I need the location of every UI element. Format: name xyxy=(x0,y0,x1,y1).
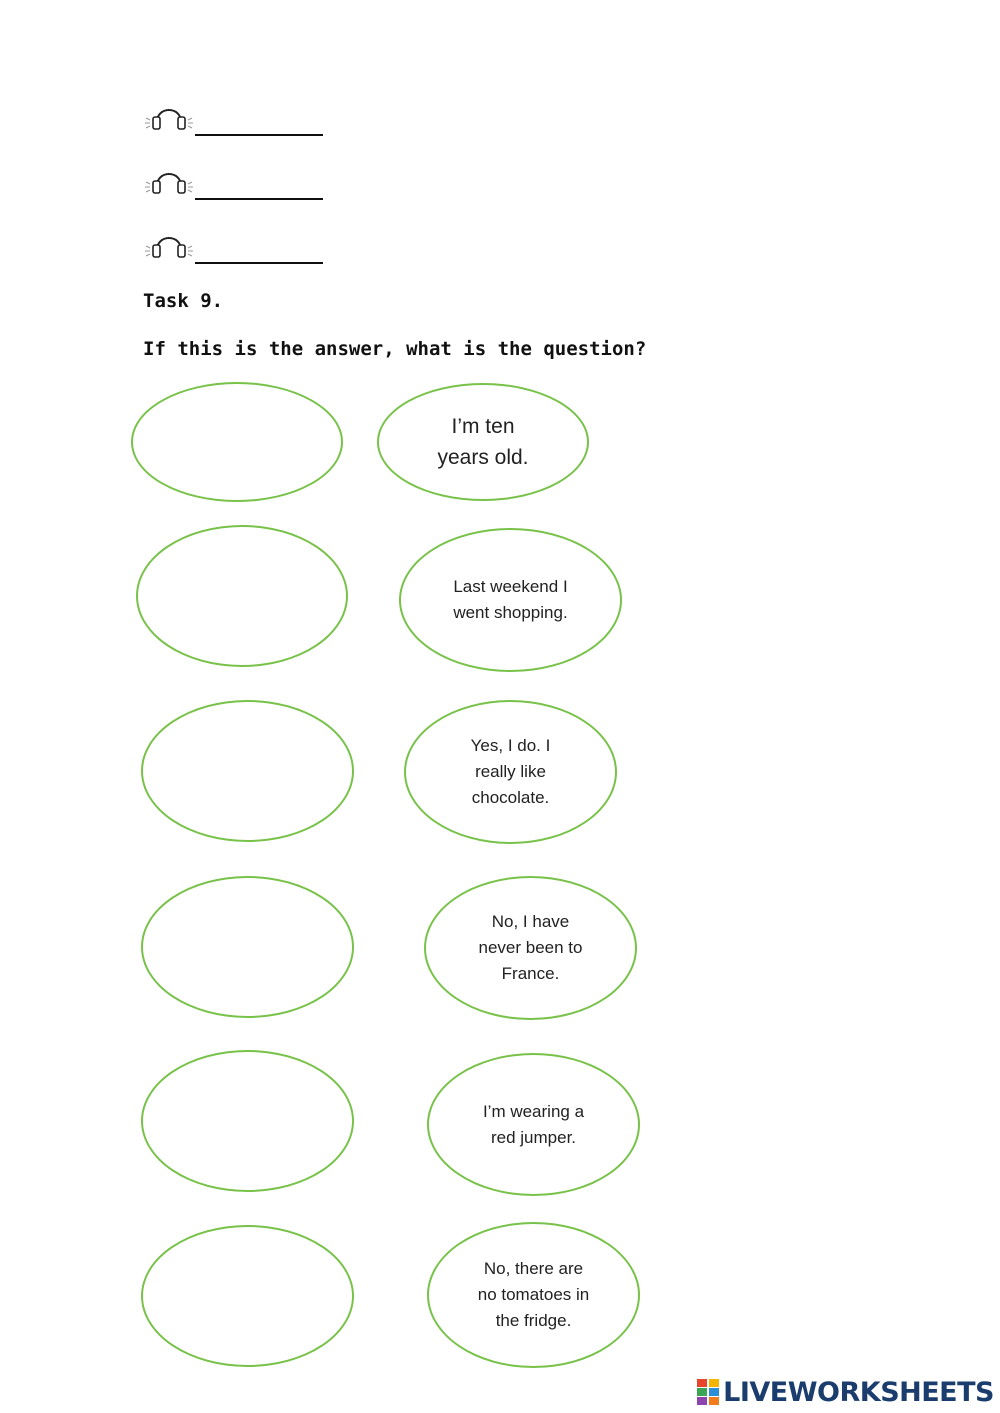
question-ellipse-5[interactable] xyxy=(141,1050,354,1192)
listening-row xyxy=(143,226,343,276)
answer-blank[interactable] xyxy=(195,198,323,200)
answer-text: Yes, I do. I really like chocolate. xyxy=(470,736,551,807)
answer-text: I’m wearing a red jumper. xyxy=(482,1101,585,1147)
answer-text: I’m ten years old. xyxy=(437,415,529,469)
headphones-icon xyxy=(143,98,195,138)
liveworksheets-logo xyxy=(696,1375,994,1409)
task-instruction: If this is the answer, what is the question? xyxy=(143,338,647,360)
answer-ellipse-5 xyxy=(427,1053,640,1196)
question-ellipse-2[interactable] xyxy=(136,525,348,667)
answer-blank[interactable] xyxy=(195,134,323,136)
task-title: Task 9. xyxy=(143,290,224,312)
headphones-icon xyxy=(143,162,195,202)
answer-text: No, there are no tomatoes in the fridge. xyxy=(477,1259,590,1330)
question-ellipse-3[interactable] xyxy=(141,700,354,842)
listening-row xyxy=(143,162,343,212)
listening-row xyxy=(143,98,343,148)
headphones-icon xyxy=(143,226,195,266)
answer-text: Last weekend I went shopping. xyxy=(453,577,568,622)
answer-ellipse-4 xyxy=(424,876,637,1020)
logo-text: LIVEWORKSHEETS xyxy=(723,1376,994,1408)
answer-ellipse-6 xyxy=(427,1222,640,1368)
liveworksheets-badge-icon xyxy=(696,1378,720,1406)
question-ellipse-4[interactable] xyxy=(141,876,354,1018)
question-ellipse-6[interactable] xyxy=(141,1225,354,1367)
answer-ellipse-3 xyxy=(404,700,617,844)
answer-text: No, I have never been to France. xyxy=(478,912,583,983)
answer-ellipse-1 xyxy=(377,383,589,501)
answer-blank[interactable] xyxy=(195,262,323,264)
question-ellipse-1[interactable] xyxy=(131,382,343,502)
answer-ellipse-2 xyxy=(399,528,622,672)
